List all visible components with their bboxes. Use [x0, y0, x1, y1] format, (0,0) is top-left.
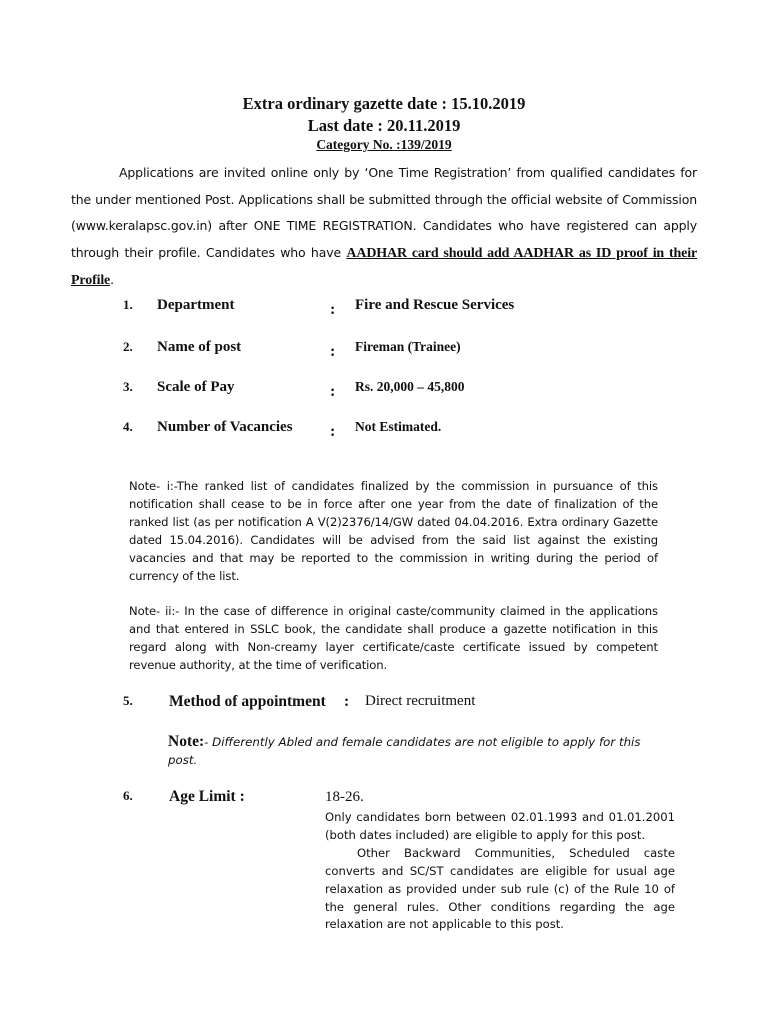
- item-vacancies: [0, 419, 768, 443]
- item-number: 3.: [123, 379, 133, 394]
- intro-end: .: [110, 272, 114, 287]
- item-value: Fire and Rescue Services: [355, 297, 515, 313]
- item-label: Department: [157, 297, 235, 313]
- item-label: Method of appointment: [169, 693, 326, 710]
- category-number: Category No. :139/2019: [316, 137, 452, 152]
- item-scale-of-pay: [0, 379, 768, 403]
- item-value: Rs. 20,000 – 45,800: [355, 379, 465, 394]
- item-colon: :: [330, 301, 336, 318]
- last-date-heading: Last date : 20.11.2019: [307, 116, 461, 135]
- item-value: Not Estimated.: [355, 419, 442, 434]
- aadhar-instruction: AADHAR card should add AADHAR as ID proof in their Profile: [71, 245, 698, 288]
- note-label: Note:: [168, 733, 205, 750]
- item-label: Scale of Pay: [157, 379, 235, 395]
- age-relaxation-text: Other Backward Communities, Scheduled caste converts and SC/ST candidates are eligible for usual age relaxation as provided under sub rule (c) of the Rule 10 of the general rules. Other conditions regarding the age relaxation are not applicable to this post.: [325, 845, 675, 932]
- item-value: Direct recruitment: [365, 693, 476, 709]
- item-colon: :: [330, 423, 336, 440]
- item-number: 4.: [123, 419, 133, 434]
- item-method-of-appointment: [0, 693, 768, 717]
- age-details: [325, 809, 675, 934]
- age-range: 18-26.: [325, 789, 364, 805]
- intro-paragraph: [71, 160, 697, 295]
- item-number: 6.: [123, 788, 133, 803]
- item-label: Age Limit :: [169, 788, 245, 805]
- item-number: 5.: [123, 693, 133, 708]
- note-caste-difference: Note- ii:- In the case of difference in original caste/community claimed in the applications and that entered in SSLC book, the candidate shall produce a gazette notification in this regard along with Non-creamy layer certificate/caste certificate issued by competent revenue authority, at the time of verification.: [129, 604, 658, 672]
- item-colon: :: [344, 693, 350, 710]
- item-label: Number of Vacancies: [157, 419, 293, 435]
- note-text: - Differently Abled and female candidates are not eligible to apply for this post.: [168, 735, 641, 767]
- intro-text: Applications are invited online only by ‘One Time Registration’ from qualified candidates for the under mentioned Post. Applications shall be submitted through the official website of Commission (www.keralapsc.gov.in) after ONE TIME REGISTRATION. Candidates who have registered can apply through their profile. Candidates who have: [71, 165, 697, 260]
- item-value: Fireman (Trainee): [355, 339, 461, 354]
- item-colon: :: [330, 343, 336, 360]
- note-ranked-list: Note- i:-The ranked list of candidates finalized by the commission in pursuance of this notification shall cease to be in force after one year from the date of finalization of the ranked list (as per notification A V(2)2376/14/GW dated 04.04.2016. Extra ordinary Gazette dated 15.04.2016). Candidates will be advised from the said list against the existing vacancies and that may be reported to the commission in writing during the period of currency of the list.: [129, 479, 658, 583]
- item-post-name: [0, 339, 768, 363]
- item-colon: :: [330, 383, 336, 400]
- item-label: Name of post: [157, 339, 242, 355]
- note-eligibility: [168, 733, 668, 769]
- item-department: [0, 297, 768, 321]
- item-number: 1.: [123, 297, 133, 312]
- item-number: 2.: [123, 339, 133, 354]
- age-eligibility-text: Only candidates born between 02.01.1993 and 01.01.2001 (both dates included) are eligible to apply for this post.: [325, 810, 675, 842]
- gazette-date-heading: Extra ordinary gazette date : 15.10.2019: [242, 94, 526, 113]
